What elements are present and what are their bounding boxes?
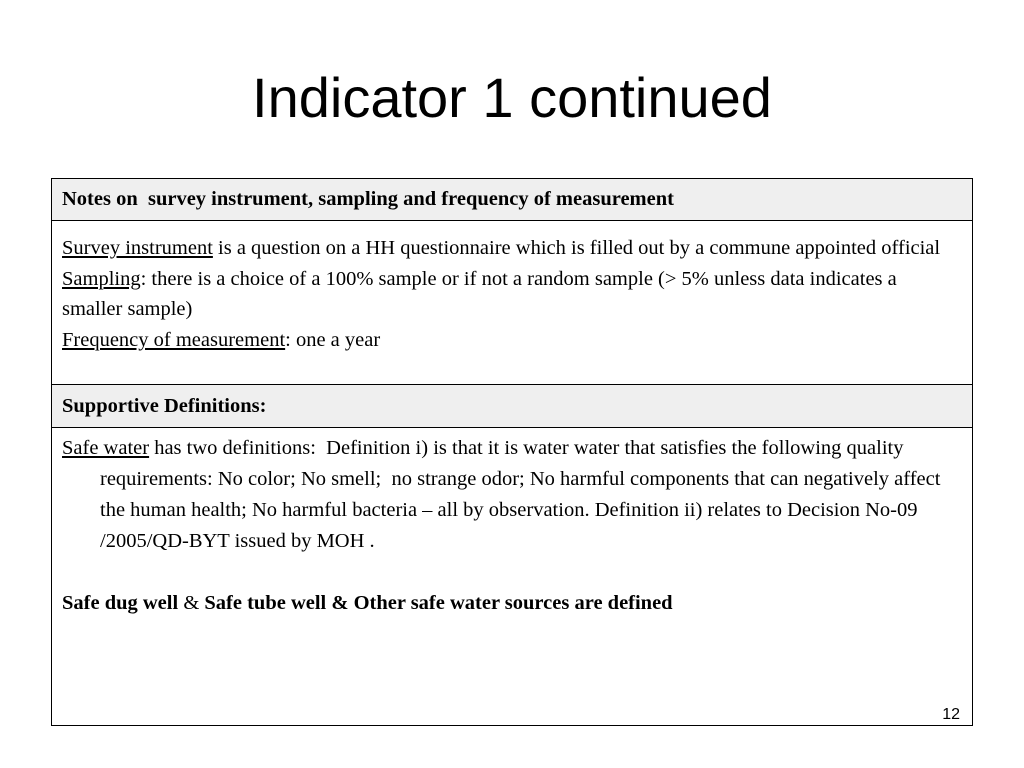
frequency-text: : one a year xyxy=(285,328,381,351)
safe-dug-well-term: Safe dug well xyxy=(62,592,179,614)
survey-instrument-text: is a question on a HH questionnaire which is filled out by a commune appointed official xyxy=(212,237,941,259)
definitions-header-row xyxy=(52,385,972,428)
notes-body-row xyxy=(52,221,972,385)
definitions-body-row xyxy=(52,428,972,725)
notes-header: Notes on survey instrument, sampling and frequency of measurement xyxy=(62,188,674,210)
paragraph-spacer xyxy=(62,557,962,588)
slide-number: 12 xyxy=(942,706,960,723)
frequency-paragraph xyxy=(62,325,962,356)
safe-water-text: has two definitions: Definition i) is that it is water water that satisfies the following quality requirements: No color; No smell; no strange odor; No harmful components that can negatively affect the human health; No harmful bacteria – all by observation. Definition ii) relates to Decision No-09 /2005/QD-BYT issued by MOH . xyxy=(100,437,946,552)
survey-instrument-paragraph xyxy=(62,233,962,264)
frequency-term: Frequency of measurement xyxy=(62,328,286,351)
safe-wells-text: Safe tube well & Other safe water sources are defined xyxy=(204,592,673,614)
safe-water-term: Safe water xyxy=(62,437,150,459)
safe-water-paragraph xyxy=(62,433,962,557)
definitions-header: Supportive Definitions: xyxy=(62,394,267,417)
sampling-text: : there is a choice of a 100% sample or if not a random sample (> 5% unless data indicates a smaller sample) xyxy=(62,267,897,320)
sampling-paragraph xyxy=(62,264,962,325)
slide-title: Indicator 1 continued xyxy=(252,66,772,129)
content-table xyxy=(51,178,973,726)
survey-instrument-term: Survey instrument xyxy=(62,237,213,259)
ampersand: & xyxy=(178,592,205,614)
safe-wells-paragraph xyxy=(62,588,962,619)
sampling-term: Sampling xyxy=(62,267,141,290)
notes-header-row xyxy=(52,179,972,221)
